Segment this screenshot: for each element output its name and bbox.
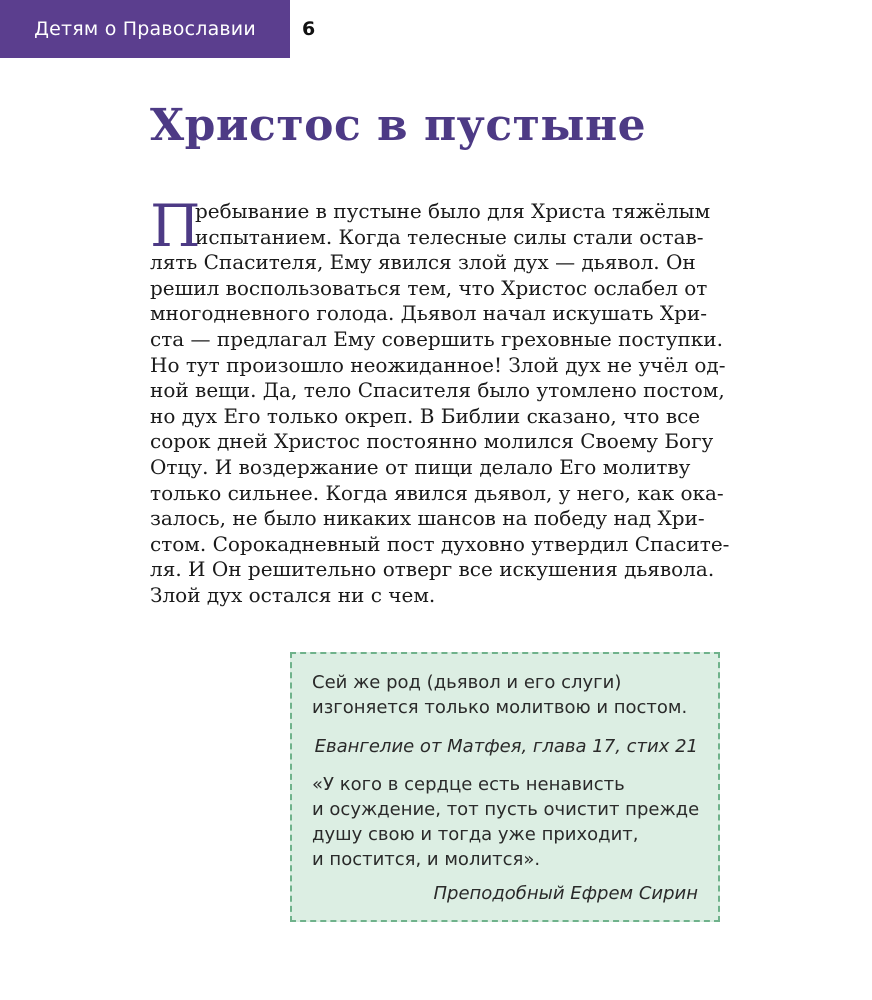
body-line: залось, не было никаких шансов на победу над Хри-: [150, 506, 705, 531]
body-line: только сильнее. Когда явился дьявол, у него, как ока-: [150, 480, 724, 505]
body-line: многодневного голода. Дьявол начал искушать Хри-: [150, 301, 708, 326]
body-line: испытанием. Когда телесные силы стали остав-: [195, 224, 704, 249]
body-line: Отцу. И воздержание от пищи делало Его молитву: [150, 454, 691, 479]
body-line: но дух Его только окреп. В Библии сказано, что все: [150, 403, 701, 428]
page-title: Христос в пустыне: [150, 100, 647, 151]
quote-source: Евангелие от Матфея, глава 17, стих 21: [314, 736, 698, 757]
body-line: ребывание в пустыне было для Христа тяжёлым: [195, 199, 711, 223]
body-line: решил воспользоваться тем, что Христос ослабел от: [150, 275, 708, 300]
quote-line: «У кого в сердце есть ненависть: [312, 774, 625, 795]
body-line: ста — предлагал Ему совершить греховные поступки.: [150, 326, 723, 351]
quote-source: Преподобный Ефрем Сирин: [433, 883, 698, 904]
body-line: ля. И Он решительно отверг все искушения дьявола.: [150, 557, 715, 582]
body-line: стом. Сорокадневный пост духовно утвердил Спасите-: [150, 531, 730, 556]
quote-line: Сей же род (дьявол и его слуги): [312, 672, 622, 693]
body-line: лять Спасителя, Ему явился злой дух — дьявол. Он: [150, 250, 696, 275]
body-line: сорок дней Христос постоянно молился Своему Богу: [150, 429, 714, 454]
quote-line: душу свою и тогда уже приходит,: [312, 824, 639, 845]
quote-line: изгоняется только молитвою и постом.: [312, 697, 688, 718]
series-title: Детям о Православии: [34, 18, 256, 40]
body-line: Но тут произошло неожиданное! Злой дух не учёл од-: [150, 352, 726, 377]
body-line: Злой дух остался ни с чем.: [150, 582, 436, 607]
quote-box: [290, 652, 720, 922]
quote-line: и постится, и молится».: [312, 849, 541, 870]
page-number: 6: [302, 18, 316, 40]
quote-line: и осуждение, тот пусть очистит прежде: [312, 799, 700, 820]
drop-cap: П: [150, 192, 201, 260]
series-header: [0, 0, 290, 58]
article-body: [150, 192, 740, 609]
body-line: ной вещи. Да, тело Спасителя было утомлено постом,: [150, 378, 725, 403]
